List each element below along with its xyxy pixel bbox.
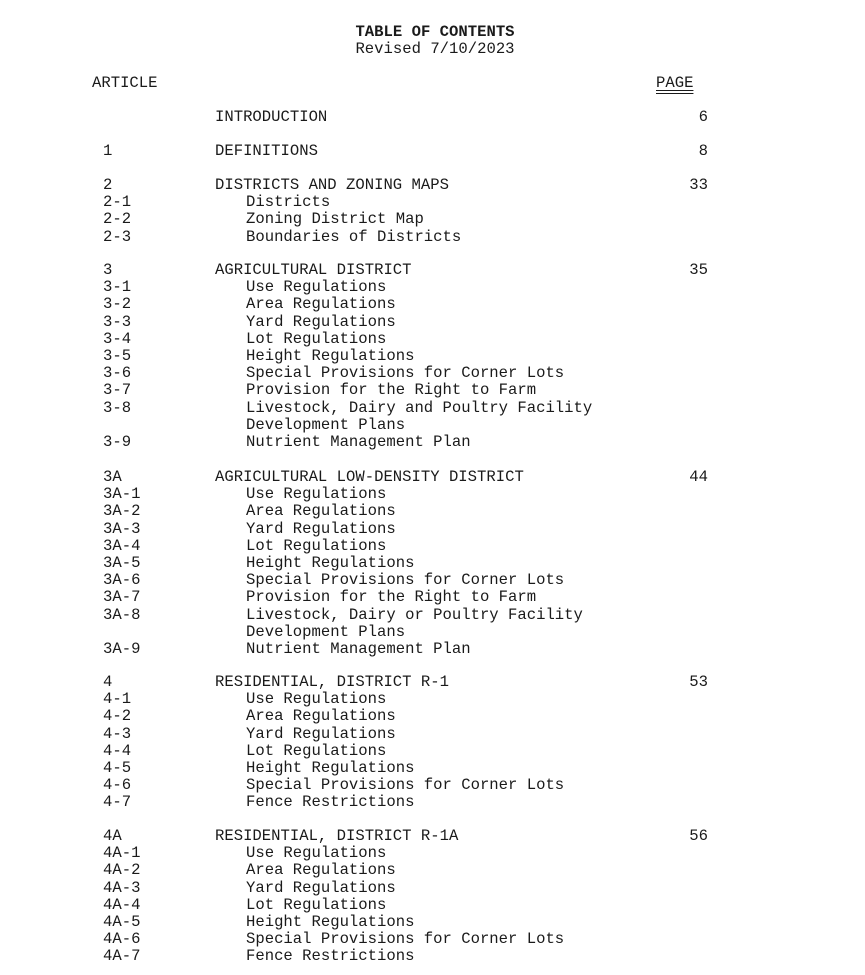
toc-subsection [0, 760, 865, 777]
toc-section [0, 262, 865, 279]
section-title: Height Regulations [246, 759, 415, 777]
section-number: 4A-7 [103, 947, 141, 966]
section-title: Height Regulations [246, 913, 415, 931]
toc-subsection [0, 434, 865, 451]
article-title: AGRICULTURAL LOW-DENSITY DISTRICT [215, 468, 524, 486]
toc-subsection [0, 555, 865, 572]
section-number: 4A-4 [103, 895, 141, 914]
toc-subsection [0, 521, 865, 538]
section-number: 4A-5 [103, 913, 141, 931]
toc-subsection [0, 314, 865, 331]
article-number: 4 [103, 673, 113, 691]
toc-subsection [0, 417, 865, 434]
page-number: 56 [689, 827, 708, 845]
article-title: RESIDENTIAL, DISTRICT R-1 [215, 673, 449, 691]
section-title: Fence Restrictions [246, 947, 415, 966]
page-number: 33 [689, 176, 708, 194]
page-number: 8 [698, 142, 708, 160]
toc-subsection [0, 348, 865, 365]
page-number: 35 [689, 261, 708, 279]
section-title: Use Regulations [246, 690, 387, 709]
section-title: Provision for the Right to Farm [246, 588, 537, 607]
section-title: Lot Regulations [246, 329, 387, 348]
toc-subsection [0, 279, 865, 296]
section-number: 3-3 [103, 312, 132, 331]
section-title: Yard Regulations [246, 878, 396, 897]
article-number: 4A [103, 827, 122, 845]
section-title: Zoning District Map [246, 210, 424, 229]
section-title: Livestock, Dairy and Poultry Facility [246, 398, 593, 417]
section-number: 4-5 [103, 759, 132, 777]
section-title: Boundaries of Districts [246, 227, 462, 246]
toc-subsection [0, 641, 865, 658]
section-title: Area Regulations [246, 502, 396, 521]
section-title: Lot Regulations [246, 536, 387, 555]
article-title: DEFINITIONS [215, 142, 318, 160]
section-number: 4A-3 [103, 878, 141, 897]
section-title: Lot Regulations [246, 741, 387, 760]
section-number: 3-6 [103, 364, 132, 383]
section-number: 4A-6 [103, 930, 141, 949]
section-title: Use Regulations [246, 485, 387, 504]
section-title: Special Provisions for Corner Lots [246, 776, 565, 795]
section-number: 3A-3 [103, 519, 141, 538]
page-number: 44 [689, 468, 708, 486]
section-number: 3A-1 [103, 485, 141, 504]
section-number: 3A-8 [103, 605, 141, 624]
toc-subsection [0, 365, 865, 382]
section-number: 4-2 [103, 707, 132, 726]
section-title: Nutrient Management Plan [246, 640, 471, 658]
section-number: 3-2 [103, 295, 132, 314]
section-title: Fence Restrictions [246, 793, 415, 812]
section-number: 3A-6 [103, 571, 141, 590]
toc-section [0, 828, 865, 845]
toc-subsection [0, 382, 865, 399]
section-number: 2-3 [103, 227, 132, 246]
section-title: Development Plans [246, 415, 406, 434]
article-number: 3 [103, 261, 113, 279]
section-title: Nutrient Management Plan [246, 433, 471, 451]
article-title: AGRICULTURAL DISTRICT [215, 261, 412, 279]
section-title: Development Plans [246, 622, 406, 641]
toc-subsection [0, 931, 865, 948]
section-title: Yard Regulations [246, 724, 396, 743]
toc-subsection [0, 691, 865, 708]
toc-subsection [0, 914, 865, 931]
section-title: Yard Regulations [246, 312, 396, 331]
page-number: 6 [698, 108, 708, 126]
section-title: Districts [246, 193, 331, 212]
section-title: Special Provisions for Corner Lots [246, 364, 565, 383]
article-number: 3A [103, 468, 122, 486]
section-number: 4-7 [103, 793, 132, 812]
article-number: 2 [103, 176, 113, 194]
section-number: 2-2 [103, 210, 132, 229]
toc-subsection [0, 211, 865, 228]
section-number: 3A-9 [103, 640, 141, 658]
toc-section [0, 177, 865, 194]
toc-subsection [0, 862, 865, 879]
toc-subsection [0, 777, 865, 794]
section-number: 3A-4 [103, 536, 141, 555]
toc-title: TABLE OF CONTENTS [355, 23, 515, 41]
toc-subsection [0, 572, 865, 589]
toc-subsection [0, 794, 865, 811]
article-column-header: ARTICLE [92, 74, 158, 92]
section-title: Area Regulations [246, 861, 396, 880]
section-number: 2-1 [103, 193, 132, 212]
section-number: 3-1 [103, 278, 132, 297]
section-number: 4A-2 [103, 861, 141, 880]
page-number: 53 [689, 673, 708, 691]
toc-subsection [0, 503, 865, 520]
toc-subsection [0, 538, 865, 555]
section-number: 4A-1 [103, 844, 141, 863]
toc-subsection [0, 400, 865, 417]
section-number: 3-5 [103, 347, 132, 365]
toc-subsection [0, 948, 865, 965]
toc-subsection [0, 486, 865, 503]
revised-date: Revised 7/10/2023 [355, 40, 515, 58]
toc-subsection [0, 743, 865, 760]
toc-subsection [0, 845, 865, 862]
section-title: Special Provisions for Corner Lots [246, 930, 565, 949]
section-number: 3A-5 [103, 554, 141, 572]
section-title: Provision for the Right to Farm [246, 381, 537, 400]
toc-subsection [0, 624, 865, 641]
toc-subsection [0, 229, 865, 246]
article-title: RESIDENTIAL, DISTRICT R-1A [215, 827, 459, 845]
toc-subsection [0, 726, 865, 743]
toc-section [0, 109, 865, 126]
article-title: DISTRICTS AND ZONING MAPS [215, 176, 449, 194]
section-number: 4-1 [103, 690, 132, 709]
toc-subsection [0, 589, 865, 606]
section-title: Area Regulations [246, 295, 396, 314]
section-number: 3-8 [103, 398, 132, 417]
section-title: Use Regulations [246, 844, 387, 863]
section-title: Area Regulations [246, 707, 396, 726]
toc-subsection [0, 708, 865, 725]
section-number: 4-6 [103, 776, 132, 795]
article-title: INTRODUCTION [215, 108, 328, 126]
section-title: Height Regulations [246, 554, 415, 572]
page-column-header: PAGE [656, 74, 694, 92]
toc-subsection [0, 607, 865, 624]
section-title: Height Regulations [246, 347, 415, 365]
article-number: 1 [103, 142, 113, 160]
section-title: Livestock, Dairy or Poultry Facility [246, 605, 583, 624]
section-number: 3-4 [103, 329, 132, 348]
section-number: 3A-7 [103, 588, 141, 607]
section-number: 3-9 [103, 433, 132, 451]
section-number: 3-7 [103, 381, 132, 400]
toc-subsection [0, 194, 865, 211]
toc-section [0, 674, 865, 691]
toc-section [0, 143, 865, 160]
toc-subsection [0, 331, 865, 348]
toc-subsection [0, 880, 865, 897]
toc-subsection [0, 897, 865, 914]
toc-subsection [0, 296, 865, 313]
section-title: Use Regulations [246, 278, 387, 297]
section-number: 4-3 [103, 724, 132, 743]
toc-section [0, 469, 865, 486]
section-number: 3A-2 [103, 502, 141, 521]
section-title: Lot Regulations [246, 895, 387, 914]
section-number: 4-4 [103, 741, 132, 760]
section-title: Special Provisions for Corner Lots [246, 571, 565, 590]
section-title: Yard Regulations [246, 519, 396, 538]
